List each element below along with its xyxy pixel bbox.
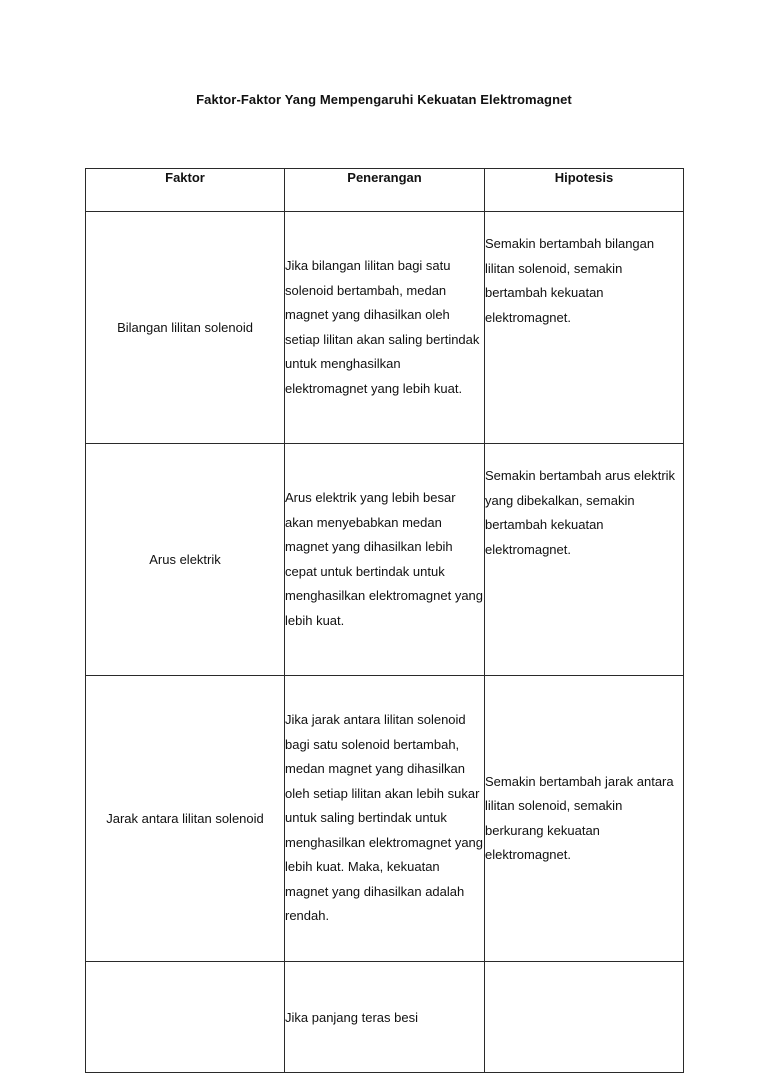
hypothesis-cell [485,962,684,1073]
explanation-cell: Jika jarak antara lilitan solenoid bagi satu solenoid bertambah, medan magnet yang dihasilkan oleh setiap lilitan akan lebih sukar untuk saling bertindak untuk menghasilkan elektromagnet yang lebih kuat. Maka, kekuatan magnet yang dihasilkan adalah rendah. [285,676,485,962]
factors-table [85,168,684,1073]
table-row [86,444,684,676]
header-hypothesis: Hipotesis [485,169,684,212]
factor-cell: Arus elektrik [86,444,285,676]
hypothesis-cell: Semakin bertambah bilangan lilitan solenoid, semakin bertambah kekuatan elektromagnet. [485,212,684,444]
explanation-cell: Jika bilangan lilitan bagi satu solenoid bertambah, medan magnet yang dihasilkan oleh setiap lilitan akan saling bertindak untuk menghasilkan elektromagnet yang lebih kuat. [285,212,485,444]
factor-cell: Bilangan lilitan solenoid [86,212,285,444]
hypothesis-cell: Semakin bertambah jarak antara lilitan solenoid, semakin berkurang kekuatan elektromagnet. [485,676,684,962]
document-title: Faktor-Faktor Yang Mempengaruhi Kekuatan Elektromagnet [196,92,572,107]
header-factor: Faktor [86,169,285,212]
table-row [86,212,684,444]
header-explanation: Penerangan [285,169,485,212]
explanation-cell: Arus elektrik yang lebih besar akan menyebabkan medan magnet yang dihasilkan lebih cepat untuk bertindak untuk menghasilkan elektromagnet yang lebih kuat. [285,444,485,676]
table-row [86,962,684,1073]
table-header-row [86,169,684,212]
table-row [86,676,684,962]
hypothesis-cell: Semakin bertambah arus elektrik yang dibekalkan, semakin bertambah kekuatan elektromagnet. [485,444,684,676]
explanation-cell: Jika panjang teras besi [285,962,485,1073]
factor-cell [86,962,285,1073]
factor-cell: Jarak antara lilitan solenoid [86,676,285,962]
